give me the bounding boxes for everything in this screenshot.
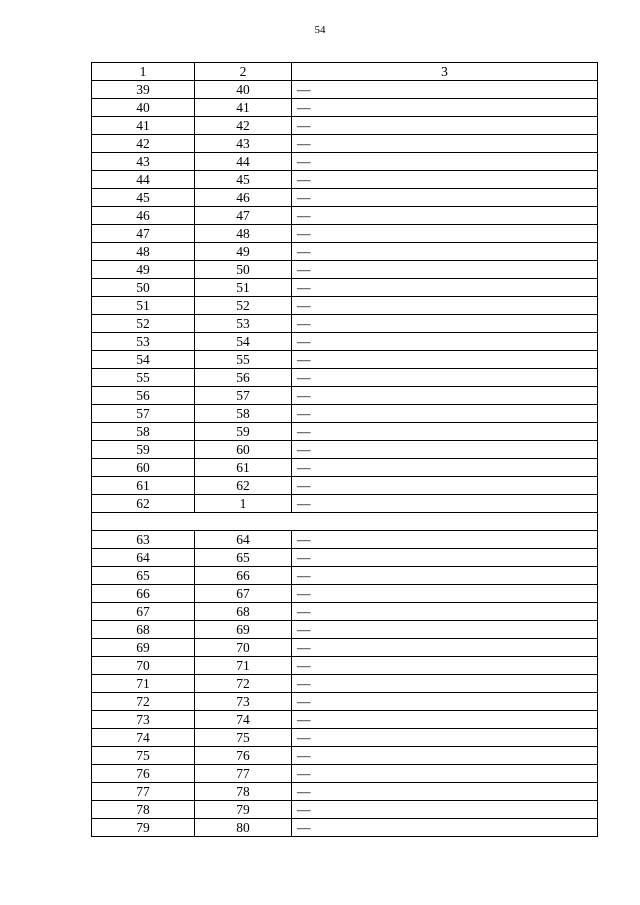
- cell-col-1: 79: [92, 819, 195, 837]
- cell-col-1: 70: [92, 657, 195, 675]
- cell-col-3: —: [292, 207, 598, 225]
- cell-col-1: 41: [92, 117, 195, 135]
- table-row: [92, 333, 598, 351]
- table-row: [92, 693, 598, 711]
- table-row: [92, 567, 598, 585]
- cell-col-1: 64: [92, 549, 195, 567]
- cell-col-2: 64: [195, 531, 292, 549]
- cell-col-1: 56: [92, 387, 195, 405]
- table-row: [92, 351, 598, 369]
- cell-col-2: 65: [195, 549, 292, 567]
- table-row: [92, 189, 598, 207]
- cell-col-1: 78: [92, 801, 195, 819]
- cell-col-3: —: [292, 405, 598, 423]
- page-number: 54: [314, 24, 326, 36]
- table-row: [92, 405, 598, 423]
- cell-col-1: 71: [92, 675, 195, 693]
- cell-col-2: 79: [195, 801, 292, 819]
- cell-col-1: 65: [92, 567, 195, 585]
- cell-col-3: —: [292, 495, 598, 513]
- cell-col-1: 40: [92, 99, 195, 117]
- cell-col-3: —: [292, 729, 598, 747]
- table-row: [92, 153, 598, 171]
- table-row: [92, 603, 598, 621]
- cell-col-3: —: [292, 225, 598, 243]
- cell-col-3: —: [292, 171, 598, 189]
- cell-col-2: 44: [195, 153, 292, 171]
- table-row: [92, 243, 598, 261]
- cell-col-1: 77: [92, 783, 195, 801]
- cell-col-3: —: [292, 693, 598, 711]
- cell-col-2: 53: [195, 315, 292, 333]
- cell-col-3: —: [292, 189, 598, 207]
- cell-col-3: —: [292, 261, 598, 279]
- cell-col-1: 63: [92, 531, 195, 549]
- cell-col-3: —: [292, 153, 598, 171]
- table-row: [92, 99, 598, 117]
- section-divider-cell: [92, 513, 598, 531]
- cell-col-3: —: [292, 477, 598, 495]
- cell-col-3: —: [292, 387, 598, 405]
- cell-col-2: 51: [195, 279, 292, 297]
- cell-col-3: —: [292, 567, 598, 585]
- table-row: [92, 585, 598, 603]
- cell-col-2: 1: [195, 495, 292, 513]
- cell-col-2: 46: [195, 189, 292, 207]
- cell-col-1: 51: [92, 297, 195, 315]
- cell-col-1: 42: [92, 135, 195, 153]
- cell-col-3: —: [292, 441, 598, 459]
- cell-col-3: —: [292, 801, 598, 819]
- table-row: [92, 711, 598, 729]
- cell-col-2: 45: [195, 171, 292, 189]
- cell-col-1: 48: [92, 243, 195, 261]
- cell-col-2: 58: [195, 405, 292, 423]
- cell-col-2: 54: [195, 333, 292, 351]
- cell-col-3: —: [292, 279, 598, 297]
- cell-col-3: —: [292, 675, 598, 693]
- cell-col-1: 68: [92, 621, 195, 639]
- table-row: [92, 279, 598, 297]
- cell-col-1: 54: [92, 351, 195, 369]
- cell-col-3: —: [292, 819, 598, 837]
- cell-col-2: 56: [195, 369, 292, 387]
- cell-col-1: 58: [92, 423, 195, 441]
- cell-col-2: 48: [195, 225, 292, 243]
- cell-col-1: 59: [92, 441, 195, 459]
- cell-col-1: 46: [92, 207, 195, 225]
- table-row: [92, 747, 598, 765]
- cell-col-3: —: [292, 603, 598, 621]
- cell-col-1: 50: [92, 279, 195, 297]
- cell-col-2: 49: [195, 243, 292, 261]
- table-row: [92, 81, 598, 99]
- table-row: [92, 783, 598, 801]
- cell-col-1: 62: [92, 495, 195, 513]
- cell-col-2: 80: [195, 819, 292, 837]
- cell-col-2: 62: [195, 477, 292, 495]
- cell-col-2: 47: [195, 207, 292, 225]
- cell-col-2: 75: [195, 729, 292, 747]
- cell-col-1: 61: [92, 477, 195, 495]
- cell-col-3: —: [292, 747, 598, 765]
- cell-col-2: 69: [195, 621, 292, 639]
- table-row: [92, 549, 598, 567]
- cell-col-2: 74: [195, 711, 292, 729]
- table-row: [92, 207, 598, 225]
- cell-col-3: —: [292, 351, 598, 369]
- cell-col-3: —: [292, 117, 598, 135]
- cell-col-1: 73: [92, 711, 195, 729]
- cell-col-2: 41: [195, 99, 292, 117]
- table-row: [92, 423, 598, 441]
- table-row: [92, 657, 598, 675]
- cell-col-2: 52: [195, 297, 292, 315]
- cell-col-3: —: [292, 531, 598, 549]
- cell-col-3: —: [292, 585, 598, 603]
- cell-col-1: 45: [92, 189, 195, 207]
- cell-col-2: 67: [195, 585, 292, 603]
- table-row: [92, 531, 598, 549]
- cell-col-2: 60: [195, 441, 292, 459]
- cell-col-2: 50: [195, 261, 292, 279]
- cell-col-1: 39: [92, 81, 195, 99]
- cell-col-1: 76: [92, 765, 195, 783]
- cell-col-3: —: [292, 711, 598, 729]
- table-row: [92, 495, 598, 513]
- data-table: [91, 62, 598, 837]
- cell-col-1: 66: [92, 585, 195, 603]
- cell-col-2: 59: [195, 423, 292, 441]
- table-row: [92, 171, 598, 189]
- table-row: [92, 261, 598, 279]
- cell-col-2: 72: [195, 675, 292, 693]
- table-row: [92, 459, 598, 477]
- cell-col-2: 70: [195, 639, 292, 657]
- cell-col-3: —: [292, 315, 598, 333]
- table-row: [92, 819, 598, 837]
- cell-col-2: 42: [195, 117, 292, 135]
- cell-col-2: 73: [195, 693, 292, 711]
- cell-col-1: 53: [92, 333, 195, 351]
- column-header: 1: [92, 63, 195, 81]
- cell-col-2: 66: [195, 567, 292, 585]
- table-row: [92, 225, 598, 243]
- table-header-row: [92, 63, 598, 81]
- cell-col-3: —: [292, 549, 598, 567]
- cell-col-2: 40: [195, 81, 292, 99]
- cell-col-3: —: [292, 333, 598, 351]
- cell-col-3: —: [292, 459, 598, 477]
- table-row: [92, 675, 598, 693]
- table-row: [92, 135, 598, 153]
- cell-col-1: 44: [92, 171, 195, 189]
- cell-col-1: 52: [92, 315, 195, 333]
- cell-col-1: 67: [92, 603, 195, 621]
- cell-col-2: 78: [195, 783, 292, 801]
- cell-col-3: —: [292, 621, 598, 639]
- cell-col-2: 43: [195, 135, 292, 153]
- cell-col-1: 49: [92, 261, 195, 279]
- table-row: [92, 801, 598, 819]
- cell-col-3: —: [292, 297, 598, 315]
- cell-col-3: —: [292, 243, 598, 261]
- cell-col-2: 61: [195, 459, 292, 477]
- cell-col-2: 77: [195, 765, 292, 783]
- cell-col-1: 74: [92, 729, 195, 747]
- cell-col-2: 57: [195, 387, 292, 405]
- cell-col-3: —: [292, 99, 598, 117]
- cell-col-1: 55: [92, 369, 195, 387]
- cell-col-1: 72: [92, 693, 195, 711]
- table-row: [92, 621, 598, 639]
- table-row: [92, 369, 598, 387]
- cell-col-3: —: [292, 135, 598, 153]
- cell-col-3: —: [292, 657, 598, 675]
- table-row: [92, 297, 598, 315]
- cell-col-2: 68: [195, 603, 292, 621]
- table-body: [92, 63, 598, 837]
- cell-col-1: 60: [92, 459, 195, 477]
- table-row: [92, 477, 598, 495]
- cell-col-3: —: [292, 423, 598, 441]
- cell-col-1: 47: [92, 225, 195, 243]
- table-row: [92, 387, 598, 405]
- table-row: [92, 639, 598, 657]
- column-header: 3: [292, 63, 598, 81]
- table-row: [92, 441, 598, 459]
- cell-col-1: 57: [92, 405, 195, 423]
- cell-col-3: —: [292, 81, 598, 99]
- table-row: [92, 117, 598, 135]
- column-header: 2: [195, 63, 292, 81]
- cell-col-2: 76: [195, 747, 292, 765]
- cell-col-3: —: [292, 639, 598, 657]
- table-row: [92, 765, 598, 783]
- section-divider-row: [92, 513, 598, 531]
- table-row: [92, 729, 598, 747]
- cell-col-3: —: [292, 369, 598, 387]
- cell-col-2: 55: [195, 351, 292, 369]
- cell-col-1: 69: [92, 639, 195, 657]
- cell-col-1: 43: [92, 153, 195, 171]
- table-row: [92, 315, 598, 333]
- cell-col-1: 75: [92, 747, 195, 765]
- cell-col-2: 71: [195, 657, 292, 675]
- cell-col-3: —: [292, 783, 598, 801]
- cell-col-3: —: [292, 765, 598, 783]
